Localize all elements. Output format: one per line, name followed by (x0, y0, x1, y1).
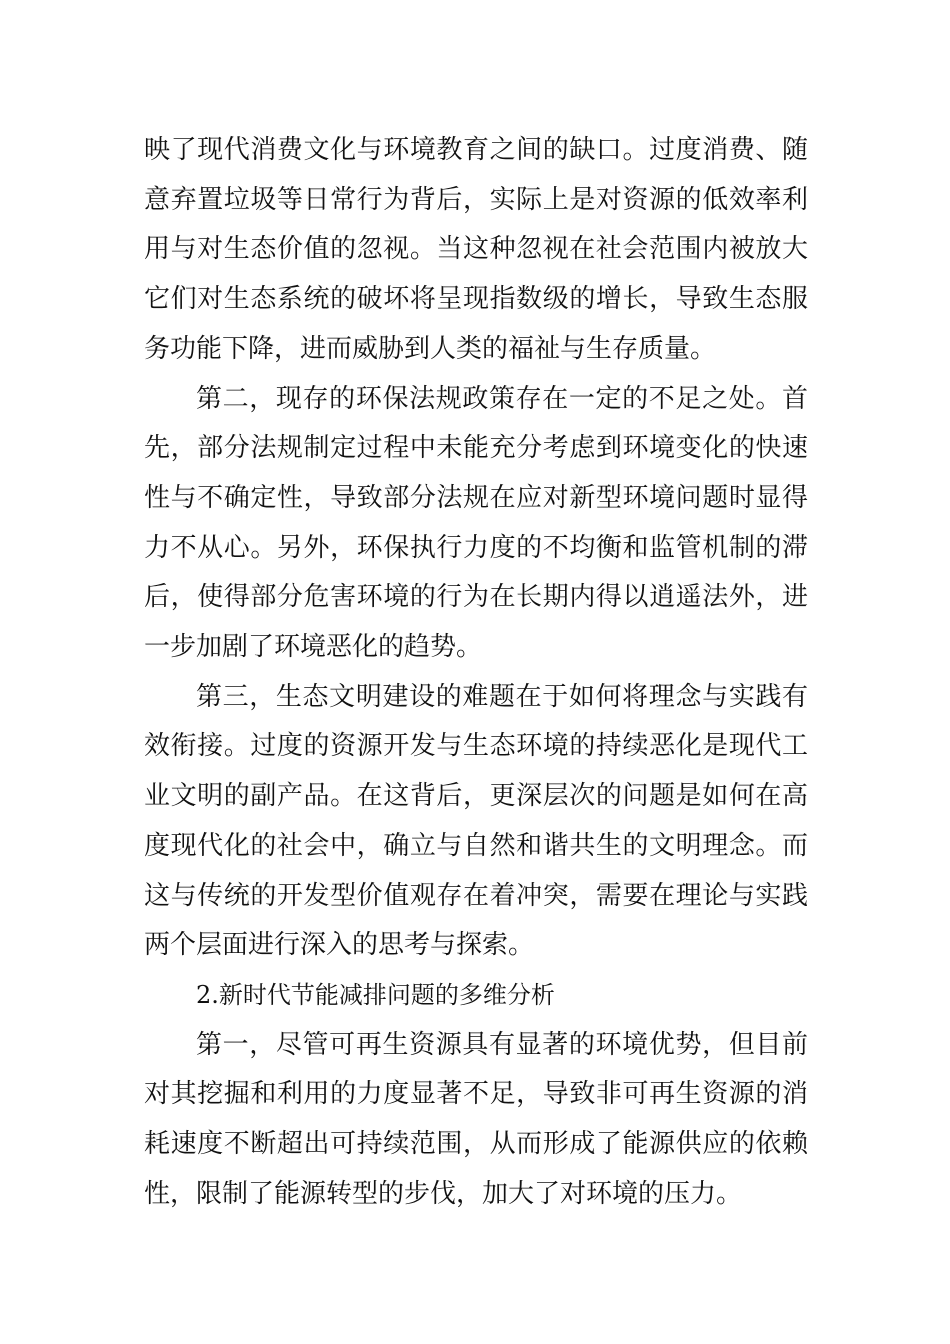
paragraph-first-point: 第一，尽管可再生资源具有显著的环境优势，但目前对其挖掘和利用的力度显著不足，导致非可再生资源的消耗速度不断超出可持续范围，从而形成了能源供应的依赖性，限制了能源转型的步伐，加大了对环境的压力。 (144, 1029, 808, 1209)
paragraph-third-point: 第三，生态文明建设的难题在于如何将理念与实践有效衔接。过度的资源开发与生态环境的持续恶化是现代工业文明的副产品。在这背后，更深层次的问题是如何在高度现代化的社会中，确立与自然和谐共生的文明理念。而这与传统的开发型价值观存在着冲突，需要在理论与实践两个层面进行深入的思考与探索。 (144, 681, 808, 961)
paragraph-second-point: 第二，现存的环保法规政策存在一定的不足之处。首先，部分法规制定过程中未能充分考虑到环境变化的快速性与不确定性，导致部分法规在应对新型环境问题时显得力不从心。另外，环保执行力度的不均衡和监管机制的滞后，使得部分危害环境的行为在长期内得以逍遥法外，进一步加剧了环境恶化的趋势。 (144, 383, 808, 663)
paragraph-continuation: 映了现代消费文化与环境教育之间的缺口。过度消费、随意弃置垃圾等日常行为背后，实际上是对资源的低效率利用与对生态价值的忽视。当这种忽视在社会范围内被放大它们对生态系统的破坏将呈现指数级的增长，导致生态服务功能下降，进而威胁到人类的福祉与生存质量。 (144, 135, 808, 364)
section-heading: 2.新时代节能减排问题的多维分析 (196, 980, 555, 1009)
document-body (144, 126, 808, 1219)
